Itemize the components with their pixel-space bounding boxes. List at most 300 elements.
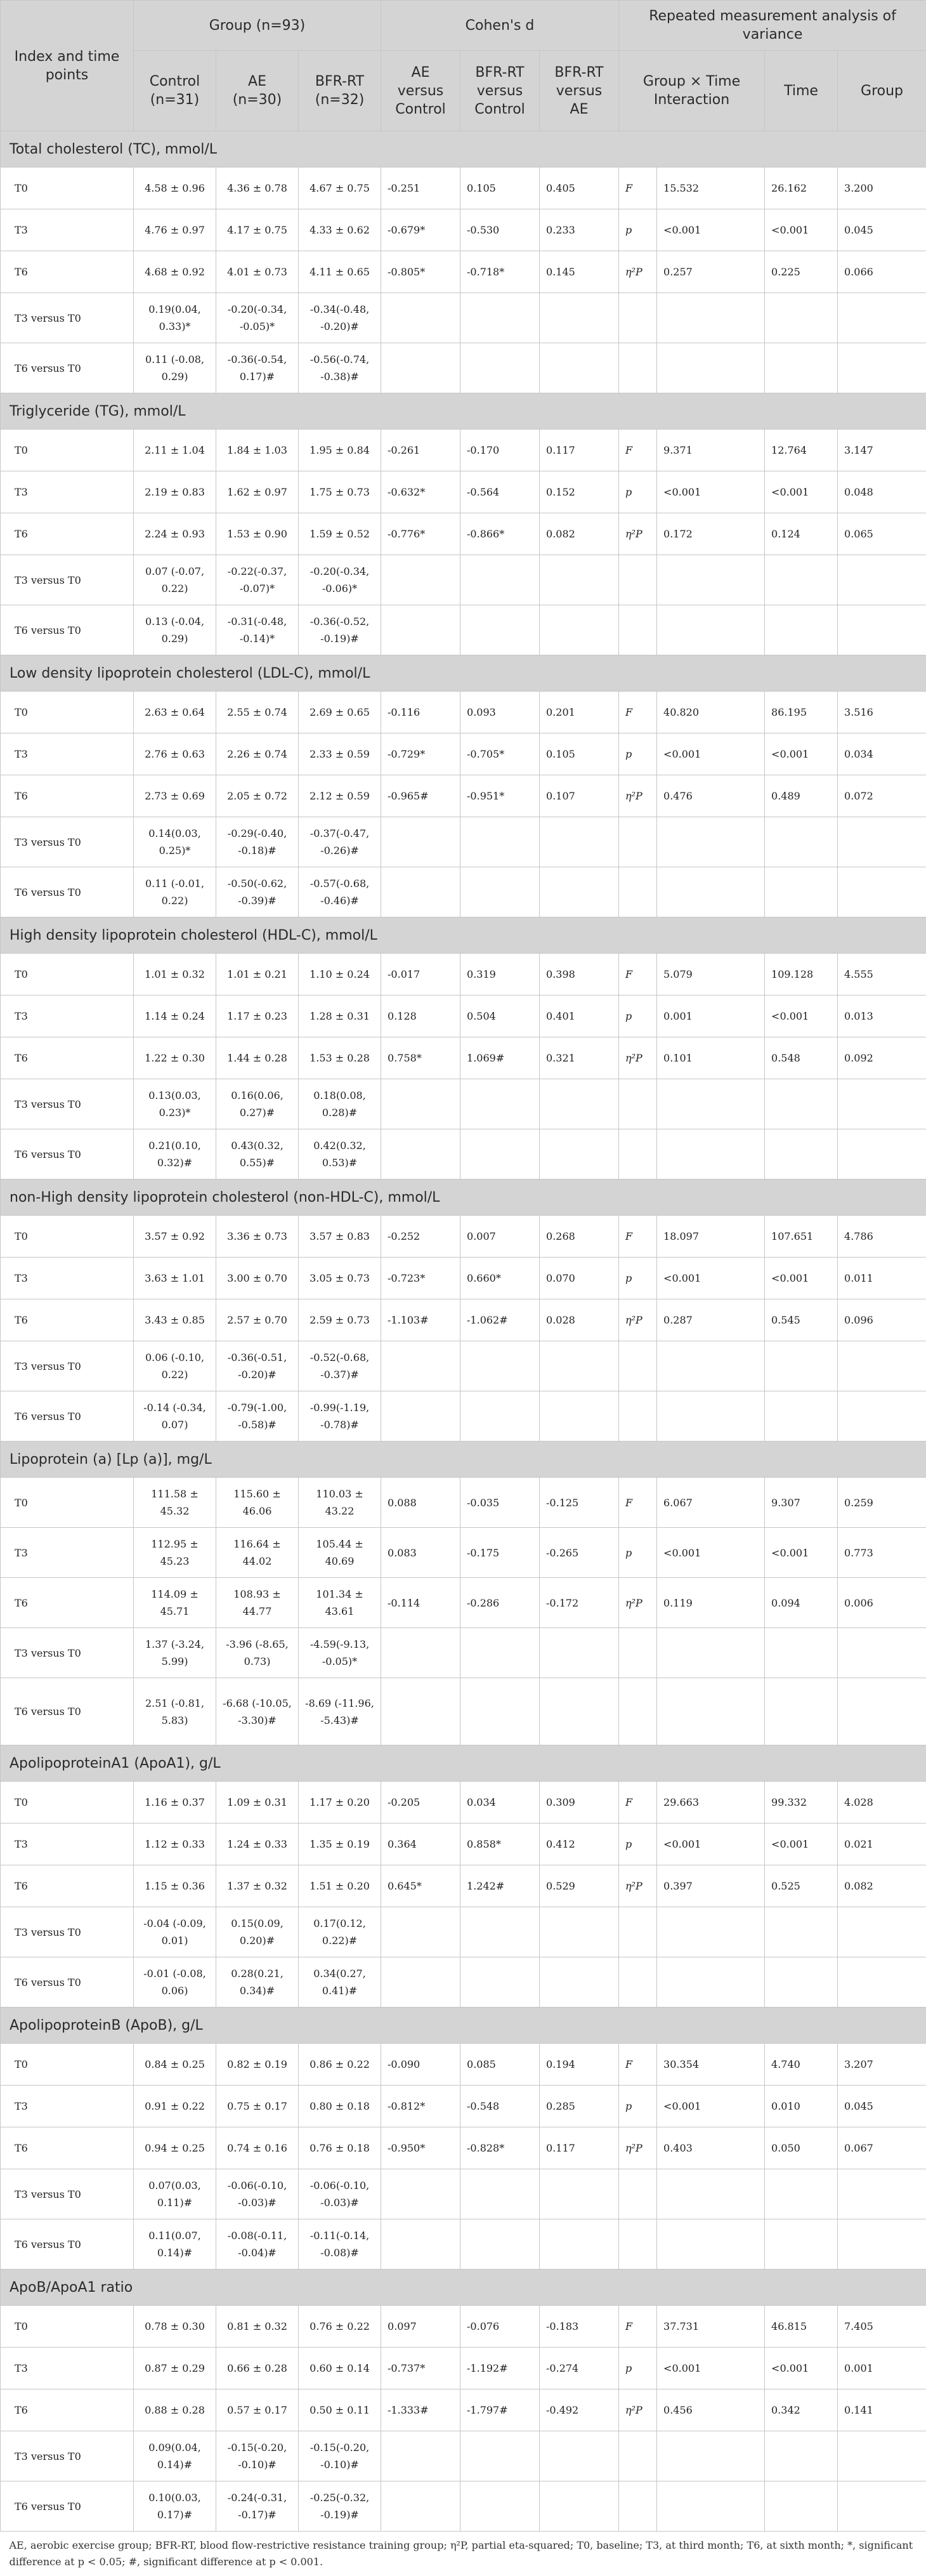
cohen-bfr-vs-ae (540, 2481, 619, 2532)
group-value: 3.516 (838, 692, 926, 733)
ae-value: 108.93 ± 44.77 (216, 1578, 299, 1628)
ae-value: -0.24(-0.31, -0.17)# (216, 2481, 299, 2532)
stat-symbol: F (619, 692, 657, 733)
cohen-bfr-vs-control: -0.705* (460, 733, 540, 775)
group-value: 0.259 (838, 1478, 926, 1528)
row-label: T3 (1, 2348, 134, 2389)
time-value (765, 817, 838, 867)
time-value: 0.548 (765, 1037, 838, 1079)
time-value: <0.001 (765, 471, 838, 513)
table-row (1, 513, 926, 555)
table-row (1, 2481, 926, 2532)
time-value (765, 293, 838, 343)
stat-symbol: η²P (619, 1037, 657, 1079)
ae-value: 2.26 ± 0.74 (216, 733, 299, 775)
control-value: 0.07(0.03, 0.11)# (134, 2169, 216, 2219)
ae-value: 1.17 ± 0.23 (216, 996, 299, 1037)
row-label: T0 (1, 168, 134, 209)
stat-symbol (619, 1079, 657, 1129)
stat-symbol (619, 605, 657, 655)
cohen-bfr-vs-control (460, 1678, 540, 1745)
cohen-bfr-vs-control (460, 2481, 540, 2532)
cohen-bfr-vs-control: 0.319 (460, 954, 540, 996)
interaction-value (657, 555, 765, 605)
interaction-value (657, 867, 765, 917)
group-value (838, 2481, 926, 2532)
section-title: ApolipoproteinA1 (ApoA1), g/L (1, 1745, 926, 1782)
control-value: 1.12 ± 0.33 (134, 1824, 216, 1865)
header-index: Index and time points (1, 1, 134, 131)
interaction-value: 0.001 (657, 996, 765, 1037)
cohen-bfr-vs-control (460, 817, 540, 867)
section-title: Lipoprotein (a) [Lp (a)], mg/L (1, 1442, 926, 1478)
control-value: 111.58 ± 45.32 (134, 1478, 216, 1528)
header-ae-vs-control: AE versus Control (381, 51, 460, 131)
table-row (1, 1678, 926, 1745)
section-title: Low density lipoprotein cholesterol (LDL-C), mmol/L (1, 655, 926, 692)
bfr-value: 1.53 ± 0.28 (299, 1037, 381, 1079)
stat-symbol: F (619, 1216, 657, 1258)
stat-symbol: η²P (619, 775, 657, 817)
bfr-value: 0.18(0.08, 0.28)# (299, 1079, 381, 1129)
stat-symbol (619, 343, 657, 393)
cohen-ae-vs-control: -0.114 (381, 1578, 460, 1628)
control-value: 4.58 ± 0.96 (134, 168, 216, 209)
group-value (838, 293, 926, 343)
ae-value: 1.44 ± 0.28 (216, 1037, 299, 1079)
interaction-value (657, 2481, 765, 2532)
cohen-ae-vs-control: -1.103# (381, 1299, 460, 1341)
cohen-bfr-vs-ae: 0.107 (540, 775, 619, 817)
group-value: 0.045 (838, 209, 926, 251)
interaction-value: 9.371 (657, 430, 765, 471)
time-value: 46.815 (765, 2306, 838, 2348)
header-time: Time (765, 51, 838, 131)
section-header (1, 1745, 926, 1782)
table-row (1, 343, 926, 393)
row-label: T0 (1, 1216, 134, 1258)
table-row (1, 430, 926, 471)
group-value (838, 2169, 926, 2219)
header-group-effect: Group (838, 51, 926, 131)
bfr-value: 1.59 ± 0.52 (299, 513, 381, 555)
bfr-value: -0.99(-1.19, -0.78)# (299, 1391, 381, 1442)
cohen-bfr-vs-ae (540, 817, 619, 867)
section-header (1, 917, 926, 954)
cohen-bfr-vs-control (460, 2169, 540, 2219)
cohen-bfr-vs-ae: 0.405 (540, 168, 619, 209)
stat-symbol (619, 1129, 657, 1180)
group-value (838, 1628, 926, 1678)
time-value: 0.050 (765, 2127, 838, 2169)
cohen-bfr-vs-ae: 0.268 (540, 1216, 619, 1258)
control-value: 1.37 (-3.24, 5.99) (134, 1628, 216, 1678)
time-value: <0.001 (765, 1528, 838, 1578)
time-value (765, 2219, 838, 2270)
interaction-value: 0.403 (657, 2127, 765, 2169)
bfr-value: 105.44 ± 40.69 (299, 1528, 381, 1578)
group-value: 0.066 (838, 251, 926, 293)
row-label: T3 (1, 733, 134, 775)
cohen-bfr-vs-ae (540, 555, 619, 605)
bfr-value: 0.80 ± 0.18 (299, 2086, 381, 2127)
bfr-value: 1.51 ± 0.20 (299, 1865, 381, 1907)
section-title: Total cholesterol (TC), mmol/L (1, 131, 926, 168)
time-value: 0.489 (765, 775, 838, 817)
stat-symbol (619, 1391, 657, 1442)
cohen-bfr-vs-control (460, 1341, 540, 1391)
cohen-bfr-vs-ae: 0.529 (540, 1865, 619, 1907)
ae-value: 4.17 ± 0.75 (216, 209, 299, 251)
cohen-bfr-vs-control: 0.085 (460, 2044, 540, 2086)
cohen-bfr-vs-control: -0.170 (460, 430, 540, 471)
row-label: T3 versus T0 (1, 1628, 134, 1678)
cohen-ae-vs-control: -0.965# (381, 775, 460, 817)
cohen-bfr-vs-ae: -0.125 (540, 1478, 619, 1528)
bfr-value: 4.67 ± 0.75 (299, 168, 381, 209)
interaction-value: 40.820 (657, 692, 765, 733)
row-label: T6 (1, 1037, 134, 1079)
stat-symbol (619, 1678, 657, 1745)
stat-symbol (619, 1957, 657, 2008)
cohen-bfr-vs-ae: -0.265 (540, 1528, 619, 1578)
cohen-bfr-vs-control: -0.530 (460, 209, 540, 251)
table-row (1, 867, 926, 917)
ae-value: 116.64 ± 44.02 (216, 1528, 299, 1578)
time-value: 99.332 (765, 1782, 838, 1824)
header-rm-anova: Repeated measurement analysis of variance (619, 1, 926, 51)
time-value: 109.128 (765, 954, 838, 996)
control-value: 0.87 ± 0.29 (134, 2348, 216, 2389)
bfr-value: -0.37(-0.47, -0.26)# (299, 817, 381, 867)
group-value: 0.072 (838, 775, 926, 817)
cohen-bfr-vs-ae: 0.145 (540, 251, 619, 293)
control-value: 0.91 ± 0.22 (134, 2086, 216, 2127)
group-value (838, 605, 926, 655)
control-value: 0.78 ± 0.30 (134, 2306, 216, 2348)
stat-symbol: η²P (619, 1865, 657, 1907)
ae-value: 0.28(0.21, 0.34)# (216, 1957, 299, 2008)
control-value: 2.11 ± 1.04 (134, 430, 216, 471)
interaction-value: 0.456 (657, 2389, 765, 2431)
time-value: <0.001 (765, 1258, 838, 1299)
row-label: T6 (1, 2127, 134, 2169)
table-row (1, 817, 926, 867)
control-value: 4.76 ± 0.97 (134, 209, 216, 251)
cohen-bfr-vs-control (460, 293, 540, 343)
ae-value: 115.60 ± 46.06 (216, 1478, 299, 1528)
bfr-value: 0.50 ± 0.11 (299, 2389, 381, 2431)
ae-value: -0.08(-0.11, -0.04)# (216, 2219, 299, 2270)
group-value: 0.048 (838, 471, 926, 513)
header-cohen: Cohen's d (381, 1, 619, 51)
cohen-bfr-vs-ae (540, 605, 619, 655)
stat-symbol: η²P (619, 513, 657, 555)
stat-symbol (619, 2481, 657, 2532)
cohen-bfr-vs-control (460, 2431, 540, 2481)
cohen-ae-vs-control (381, 1678, 460, 1745)
control-value: 0.11(0.07, 0.14)# (134, 2219, 216, 2270)
cohen-bfr-vs-ae: 0.321 (540, 1037, 619, 1079)
group-value: 0.001 (838, 2348, 926, 2389)
table-row (1, 775, 926, 817)
ae-value: 3.36 ± 0.73 (216, 1216, 299, 1258)
time-value: 0.342 (765, 2389, 838, 2431)
cohen-ae-vs-control (381, 1907, 460, 1957)
row-label: T0 (1, 430, 134, 471)
time-value (765, 1957, 838, 2008)
cohen-bfr-vs-ae (540, 2219, 619, 2270)
stat-symbol: p (619, 996, 657, 1037)
group-value: 3.147 (838, 430, 926, 471)
section-title: Triglyceride (TG), mmol/L (1, 393, 926, 430)
cohen-bfr-vs-control (460, 1391, 540, 1442)
group-value (838, 1678, 926, 1745)
group-value: 0.065 (838, 513, 926, 555)
time-value: 0.545 (765, 1299, 838, 1341)
control-value: 1.16 ± 0.37 (134, 1782, 216, 1824)
bfr-value: 2.33 ± 0.59 (299, 733, 381, 775)
control-value: 3.63 ± 1.01 (134, 1258, 216, 1299)
time-value (765, 2431, 838, 2481)
cohen-bfr-vs-control: -0.718* (460, 251, 540, 293)
ae-value: 1.84 ± 1.03 (216, 430, 299, 471)
row-label: T3 versus T0 (1, 293, 134, 343)
table-row (1, 1341, 926, 1391)
stat-symbol: F (619, 1782, 657, 1824)
stat-symbol: p (619, 2348, 657, 2389)
cohen-bfr-vs-control: -0.286 (460, 1578, 540, 1628)
group-value (838, 343, 926, 393)
time-value: 4.740 (765, 2044, 838, 2086)
cohen-ae-vs-control: -0.252 (381, 1216, 460, 1258)
stat-symbol: F (619, 430, 657, 471)
bfr-value: 0.76 ± 0.18 (299, 2127, 381, 2169)
header-group: Group (n=93) (134, 1, 381, 51)
stat-symbol: p (619, 2086, 657, 2127)
ae-value: -3.96 (-8.65, 0.73) (216, 1628, 299, 1678)
bfr-value: 4.11 ± 0.65 (299, 251, 381, 293)
cohen-ae-vs-control (381, 867, 460, 917)
cohen-bfr-vs-ae: 0.028 (540, 1299, 619, 1341)
cohen-bfr-vs-ae: 0.285 (540, 2086, 619, 2127)
cohen-ae-vs-control: -0.116 (381, 692, 460, 733)
cohen-bfr-vs-control: -0.564 (460, 471, 540, 513)
time-value (765, 1079, 838, 1129)
cohen-bfr-vs-ae (540, 2431, 619, 2481)
cohen-bfr-vs-ae (540, 1079, 619, 1129)
ae-value: -6.68 (-10.05, -3.30)# (216, 1678, 299, 1745)
row-label: T6 (1, 775, 134, 817)
interaction-value: 0.172 (657, 513, 765, 555)
interaction-value: 0.101 (657, 1037, 765, 1079)
group-value (838, 817, 926, 867)
bfr-value: 4.33 ± 0.62 (299, 209, 381, 251)
section-title: non-High density lipoprotein cholesterol (non-HDL-C), mmol/L (1, 1180, 926, 1216)
ae-value: 0.16(0.06, 0.27)# (216, 1079, 299, 1129)
cohen-ae-vs-control: -0.261 (381, 430, 460, 471)
ae-value: -0.15(-0.20, -0.10)# (216, 2431, 299, 2481)
table-row (1, 2044, 926, 2086)
ae-value: 1.09 ± 0.31 (216, 1782, 299, 1824)
cohen-bfr-vs-ae (540, 1907, 619, 1957)
section-header (1, 2008, 926, 2044)
cohen-bfr-vs-ae (540, 293, 619, 343)
time-value (765, 1129, 838, 1180)
cohen-bfr-vs-control (460, 1628, 540, 1678)
control-value: 1.22 ± 0.30 (134, 1037, 216, 1079)
header-bfr-vs-control: BFR-RT versus Control (460, 51, 540, 131)
cohen-bfr-vs-ae: 0.401 (540, 996, 619, 1037)
row-label: T0 (1, 954, 134, 996)
header-control: Control (n=31) (134, 51, 216, 131)
control-value: 1.14 ± 0.24 (134, 996, 216, 1037)
cohen-bfr-vs-control (460, 1957, 540, 2008)
row-label: T6 versus T0 (1, 1678, 134, 1745)
cohen-bfr-vs-control (460, 2219, 540, 2270)
ae-value: 3.00 ± 0.70 (216, 1258, 299, 1299)
cohen-bfr-vs-control (460, 1907, 540, 1957)
control-value: 2.63 ± 0.64 (134, 692, 216, 733)
row-label: T0 (1, 2044, 134, 2086)
row-label: T0 (1, 1782, 134, 1824)
table-row (1, 2169, 926, 2219)
group-value (838, 1341, 926, 1391)
section-title: ApolipoproteinB (ApoB), g/L (1, 2008, 926, 2044)
group-value (838, 2219, 926, 2270)
table-row (1, 1578, 926, 1628)
control-value: 0.11 (-0.01, 0.22) (134, 867, 216, 917)
table-row (1, 1907, 926, 1957)
cohen-bfr-vs-control: -1.192# (460, 2348, 540, 2389)
group-value (838, 1907, 926, 1957)
row-label: T6 versus T0 (1, 2481, 134, 2532)
control-value: 2.76 ± 0.63 (134, 733, 216, 775)
row-label: T3 versus T0 (1, 817, 134, 867)
row-label: T3 versus T0 (1, 2169, 134, 2219)
cohen-bfr-vs-ae (540, 867, 619, 917)
stat-symbol: η²P (619, 2389, 657, 2431)
interaction-value: <0.001 (657, 1258, 765, 1299)
ae-value: 0.15(0.09, 0.20)# (216, 1907, 299, 1957)
time-value (765, 1391, 838, 1442)
group-value: 0.045 (838, 2086, 926, 2127)
cohen-bfr-vs-control: -0.175 (460, 1528, 540, 1578)
ae-value: -0.36(-0.54, 0.17)# (216, 343, 299, 393)
row-label: T6 versus T0 (1, 605, 134, 655)
stat-symbol: F (619, 2044, 657, 2086)
control-value: 114.09 ± 45.71 (134, 1578, 216, 1628)
stat-symbol (619, 2219, 657, 2270)
stat-symbol: η²P (619, 2127, 657, 2169)
interaction-value: <0.001 (657, 1528, 765, 1578)
table-row (1, 1129, 926, 1180)
ae-value: 2.05 ± 0.72 (216, 775, 299, 817)
time-value: 0.094 (765, 1578, 838, 1628)
ae-value: 1.37 ± 0.32 (216, 1865, 299, 1907)
ae-value: 0.66 ± 0.28 (216, 2348, 299, 2389)
control-value: 0.13 (-0.04, 0.29) (134, 605, 216, 655)
control-value: -0.01 (-0.08, 0.06) (134, 1957, 216, 2008)
table-row (1, 2306, 926, 2348)
interaction-value (657, 605, 765, 655)
header-bfr-vs-ae: BFR-RT versus AE (540, 51, 619, 131)
interaction-value: <0.001 (657, 209, 765, 251)
interaction-value: 0.119 (657, 1578, 765, 1628)
row-label: T6 versus T0 (1, 2219, 134, 2270)
cohen-bfr-vs-ae: 0.082 (540, 513, 619, 555)
group-value: 0.092 (838, 1037, 926, 1079)
section-header (1, 131, 926, 168)
row-label: T3 (1, 2086, 134, 2127)
ae-value: 4.01 ± 0.73 (216, 251, 299, 293)
control-value: 0.13(0.03, 0.23)* (134, 1079, 216, 1129)
cohen-ae-vs-control: -0.950* (381, 2127, 460, 2169)
time-value (765, 1341, 838, 1391)
ae-value: -0.79(-1.00, -0.58)# (216, 1391, 299, 1442)
interaction-value: 0.257 (657, 251, 765, 293)
stat-symbol: p (619, 1824, 657, 1865)
cohen-bfr-vs-control: -0.548 (460, 2086, 540, 2127)
table-row (1, 996, 926, 1037)
bfr-value: 0.17(0.12, 0.22)# (299, 1907, 381, 1957)
bfr-value: 0.34(0.27, 0.41)# (299, 1957, 381, 2008)
row-label: T0 (1, 1478, 134, 1528)
cohen-ae-vs-control (381, 293, 460, 343)
control-value: 4.68 ± 0.92 (134, 251, 216, 293)
bfr-value: -0.57(-0.68, -0.46)# (299, 867, 381, 917)
row-label: T6 (1, 1578, 134, 1628)
group-value (838, 1079, 926, 1129)
bfr-value: 3.57 ± 0.83 (299, 1216, 381, 1258)
cohen-ae-vs-control (381, 1391, 460, 1442)
interaction-value: 18.097 (657, 1216, 765, 1258)
row-label: T3 (1, 209, 134, 251)
cohen-bfr-vs-ae (540, 1341, 619, 1391)
ae-value: -0.36(-0.51, -0.20)# (216, 1341, 299, 1391)
control-value: 0.21(0.10, 0.32)# (134, 1129, 216, 1180)
cohen-bfr-vs-ae (540, 1391, 619, 1442)
cohen-ae-vs-control (381, 555, 460, 605)
cohen-bfr-vs-ae: 0.117 (540, 2127, 619, 2169)
control-value: 0.84 ± 0.25 (134, 2044, 216, 2086)
ae-value: 0.43(0.32, 0.55)# (216, 1129, 299, 1180)
row-label: T3 (1, 1258, 134, 1299)
stat-symbol: p (619, 209, 657, 251)
table-row (1, 1299, 926, 1341)
control-value: -0.04 (-0.09, 0.01) (134, 1907, 216, 1957)
table-row (1, 1957, 926, 2008)
row-label: T6 versus T0 (1, 1957, 134, 2008)
cohen-ae-vs-control (381, 1079, 460, 1129)
interaction-value (657, 1341, 765, 1391)
control-value: 2.24 ± 0.93 (134, 513, 216, 555)
cohen-bfr-vs-ae (540, 1129, 619, 1180)
time-value (765, 1907, 838, 1957)
table-row (1, 2086, 926, 2127)
bfr-value: 110.03 ± 43.22 (299, 1478, 381, 1528)
cohen-ae-vs-control (381, 1628, 460, 1678)
interaction-value: <0.001 (657, 733, 765, 775)
interaction-value: 29.663 (657, 1782, 765, 1824)
control-value: 0.07 (-0.07, 0.22) (134, 555, 216, 605)
control-value: 0.94 ± 0.25 (134, 2127, 216, 2169)
control-value: -0.14 (-0.34, 0.07) (134, 1391, 216, 1442)
cohen-ae-vs-control: -0.776* (381, 513, 460, 555)
group-value: 0.067 (838, 2127, 926, 2169)
interaction-value (657, 2219, 765, 2270)
stat-symbol: p (619, 733, 657, 775)
